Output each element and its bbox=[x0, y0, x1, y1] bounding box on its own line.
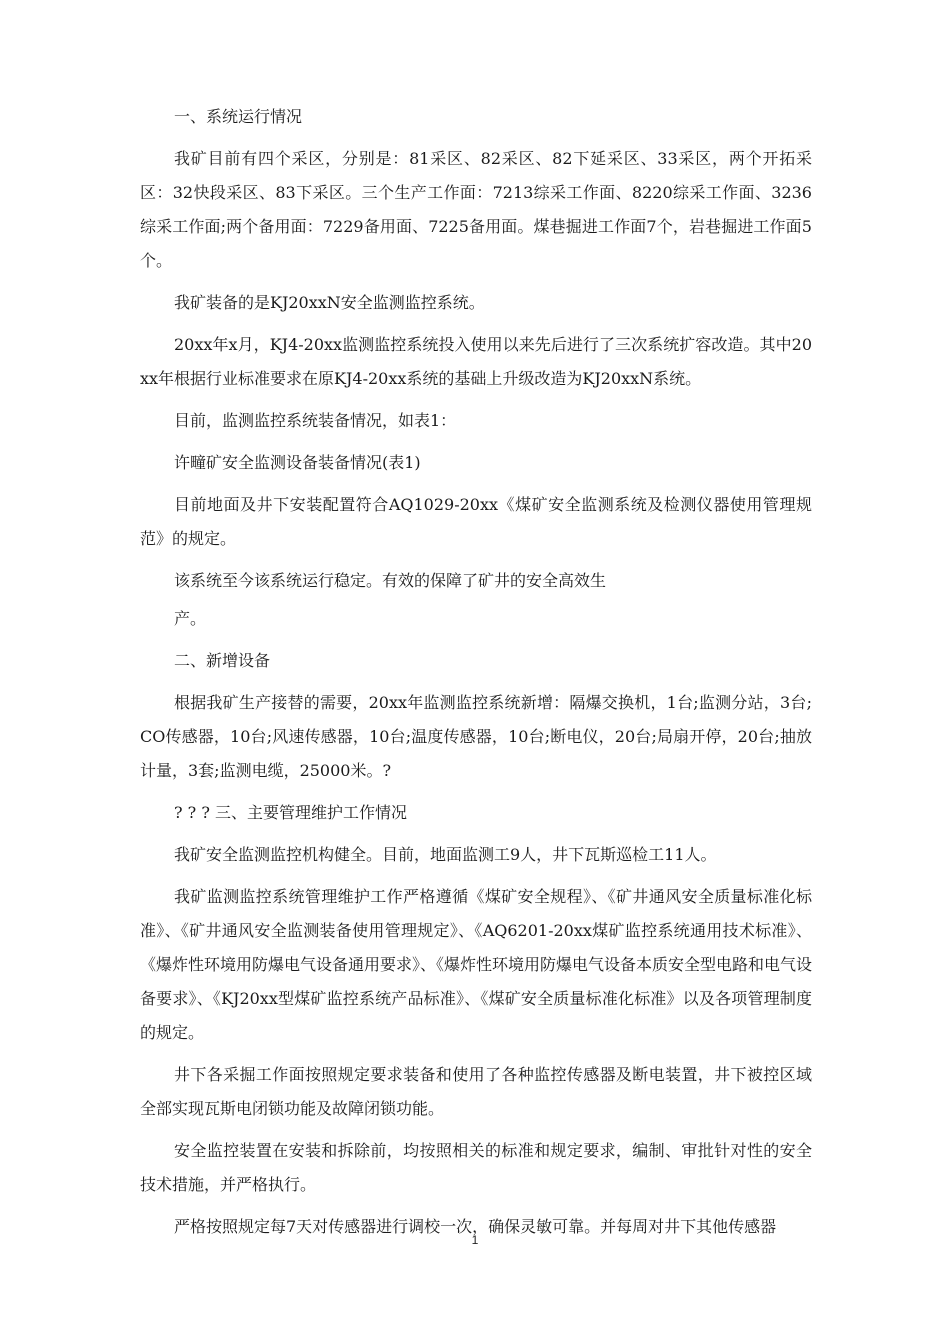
paragraph-equipment-status: 目前，监测监控系统装备情况，如表1： bbox=[174, 411, 457, 430]
paragraph-mining-areas: 我矿目前有四个采区，分别是：81采区、82采区、82下延采区、33采区，两个开拓采区：32快段采区、83下采区。三个生产工作面：7213综采工作面、8220综采工作面、3236综采工作面;两个备用面：7229备用面、7225备用面。煤巷掘进工作面7个，岩巷掘进工作面5个。 bbox=[140, 149, 812, 270]
paragraph-staffing: 我矿安全监测监控机构健全。目前，地面监测工9人，井下瓦斯巡检工11人。 bbox=[174, 845, 717, 864]
paragraph-system-history: 20xx年x月，KJ4-20xx监测监控系统投入使用以来先后进行了三次系统扩容改造。其中20xx年根据行业标准要求在原KJ4-20xx系统的基础上升级改造为KJ20xxN系统。 bbox=[140, 335, 812, 388]
page-number: 1 bbox=[471, 1233, 479, 1247]
paragraph-calibration: 严格按照规定每7天对传感器进行调校一次，确保灵敏可靠。并每周对井下其他传感器 bbox=[174, 1217, 777, 1236]
table-caption: 许疃矿安全监测设备装备情况(表1) bbox=[174, 453, 421, 472]
paragraph-compliance: 目前地面及井下安装配置符合AQ1029-20xx《煤矿安全监测系统及检测仪器使用管理规范》的规定。 bbox=[140, 495, 812, 548]
section-heading-maintenance: ? ? ? 三、主要管理维护工作情况 bbox=[174, 803, 407, 822]
section-heading-system-operation: 一、系统运行情况 bbox=[174, 107, 303, 126]
paragraph-safety-measures: 安全监控装置在安装和拆除前，均按照相关的标准和规定要求，编制、审批针对性的安全技术措施，并严格执行。 bbox=[140, 1141, 812, 1194]
paragraph-stability-continued: 产。 bbox=[174, 609, 207, 628]
document-body bbox=[140, 100, 812, 1252]
paragraph-regulations: 我矿监测监控系统管理维护工作严格遵循《煤矿安全规程》、《矿井通风安全质量标准化标准》、《矿井通风安全监测装备使用管理规定》、《AQ6201-20xx煤矿监控系统通用技术标准》、《爆炸性环境用防爆电气设备通用要求》、《爆炸性环境用防爆电气设备本质安全型电路和电气设备要求》、《KJ20xx型煤矿监控系统产品标准》、《煤矿安全质量标准化标准》以及各项管理制度的规定。 bbox=[140, 887, 813, 1042]
paragraph-new-equipment-list: 根据我矿生产接替的需要，20xx年监测监控系统新增：隔爆交换机，1台;监测分站，3台;CO传感器，10台;风速传感器，10台;温度传感器，10台;断电仪，20台;局扇开停，20台;抽放计量，3套;监测电缆，25000米。? bbox=[140, 693, 812, 780]
paragraph-system-model: 我矿装备的是KJ20xxN安全监测监控系统。 bbox=[174, 293, 485, 312]
paragraph-stability: 该系统至今该系统运行稳定。有效的保障了矿井的安全高效生 bbox=[174, 571, 607, 590]
paragraph-sensors-installed: 井下各采掘工作面按照规定要求装备和使用了各种监控传感器及断电装置，井下被控区域全部实现瓦斯电闭锁功能及故障闭锁功能。 bbox=[140, 1065, 812, 1118]
section-heading-new-equipment: 二、新增设备 bbox=[174, 651, 271, 670]
